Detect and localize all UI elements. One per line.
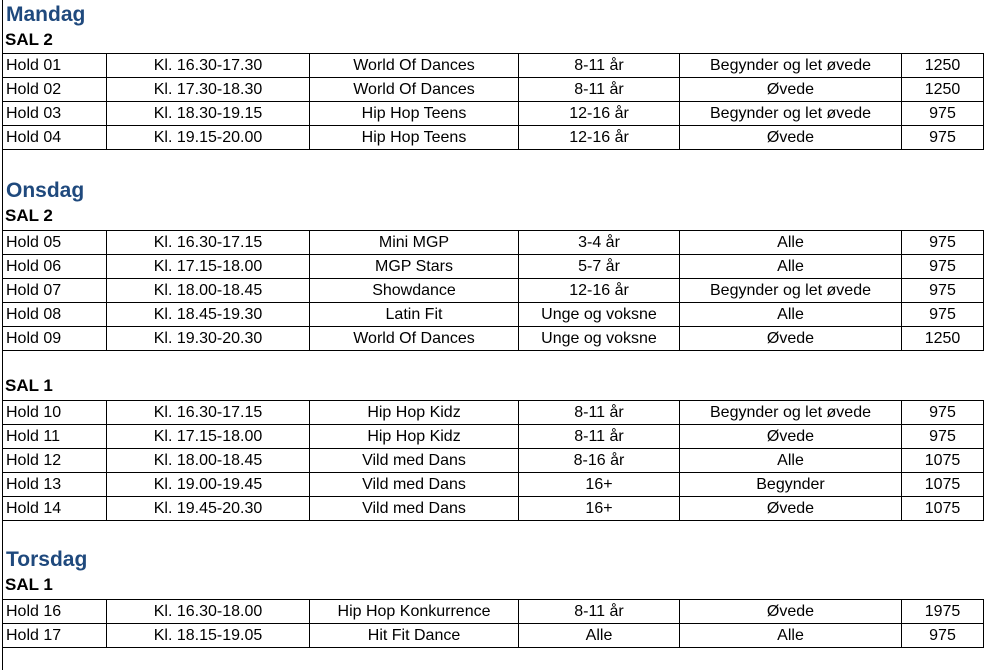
hold-cell: Hold 13 bbox=[3, 473, 107, 497]
level-cell: Øvede bbox=[680, 126, 902, 150]
day-heading: Onsdag bbox=[6, 179, 85, 202]
price-cell: 975 bbox=[902, 425, 984, 449]
table-row bbox=[3, 279, 984, 303]
dance-cell: Mini MGP bbox=[310, 231, 519, 255]
time-cell: Kl. 17.30-18.30 bbox=[107, 78, 310, 102]
time-cell: Kl. 16.30-18.00 bbox=[107, 600, 310, 624]
level-cell: Alle bbox=[680, 449, 902, 473]
dance-cell: Hit Fit Dance bbox=[310, 624, 519, 648]
schedule-table bbox=[2, 230, 984, 351]
age-cell: Unge og voksne bbox=[519, 303, 680, 327]
room-heading: SAL 1 bbox=[5, 575, 53, 594]
level-cell: Begynder bbox=[680, 473, 902, 497]
age-cell: 16+ bbox=[519, 473, 680, 497]
age-cell: 12-16 år bbox=[519, 126, 680, 150]
level-cell: Alle bbox=[680, 231, 902, 255]
price-cell: 1075 bbox=[902, 473, 984, 497]
dance-cell: World Of Dances bbox=[310, 78, 519, 102]
price-cell: 975 bbox=[902, 126, 984, 150]
price-cell: 1250 bbox=[902, 327, 984, 351]
dance-cell: Showdance bbox=[310, 279, 519, 303]
age-cell: 16+ bbox=[519, 497, 680, 521]
time-cell: Kl. 19.15-20.00 bbox=[107, 126, 310, 150]
hold-cell: Hold 07 bbox=[3, 279, 107, 303]
hold-cell: Hold 06 bbox=[3, 255, 107, 279]
dance-cell: Hip Hop Teens bbox=[310, 126, 519, 150]
table-row bbox=[3, 255, 984, 279]
hold-cell: Hold 11 bbox=[3, 425, 107, 449]
level-cell: Øvede bbox=[680, 497, 902, 521]
table-row bbox=[3, 126, 984, 150]
level-cell: Øvede bbox=[680, 78, 902, 102]
table-row bbox=[3, 449, 984, 473]
level-cell: Øvede bbox=[680, 327, 902, 351]
table-row bbox=[3, 425, 984, 449]
level-cell: Begynder og let øvede bbox=[680, 279, 902, 303]
hold-cell: Hold 10 bbox=[3, 401, 107, 425]
age-cell: 8-11 år bbox=[519, 600, 680, 624]
price-cell: 975 bbox=[902, 102, 984, 126]
level-cell: Begynder og let øvede bbox=[680, 54, 902, 78]
level-cell: Alle bbox=[680, 255, 902, 279]
age-cell: 8-11 år bbox=[519, 401, 680, 425]
room-heading: SAL 2 bbox=[5, 206, 53, 225]
age-cell: 8-11 år bbox=[519, 78, 680, 102]
table-row bbox=[3, 78, 984, 102]
day-heading: Mandag bbox=[6, 3, 86, 26]
age-cell: 5-7 år bbox=[519, 255, 680, 279]
time-cell: Kl. 19.30-20.30 bbox=[107, 327, 310, 351]
room-heading: SAL 2 bbox=[5, 30, 53, 49]
price-cell: 975 bbox=[902, 624, 984, 648]
price-cell: 975 bbox=[902, 255, 984, 279]
age-cell: 8-11 år bbox=[519, 54, 680, 78]
time-cell: Kl. 17.15-18.00 bbox=[107, 255, 310, 279]
hold-cell: Hold 01 bbox=[3, 54, 107, 78]
hold-cell: Hold 09 bbox=[3, 327, 107, 351]
dance-cell: Vild med Dans bbox=[310, 449, 519, 473]
table-row bbox=[3, 497, 984, 521]
hold-cell: Hold 05 bbox=[3, 231, 107, 255]
time-cell: Kl. 18.45-19.30 bbox=[107, 303, 310, 327]
time-cell: Kl. 18.00-18.45 bbox=[107, 279, 310, 303]
age-cell: 8-16 år bbox=[519, 449, 680, 473]
level-cell: Øvede bbox=[680, 425, 902, 449]
schedule-table bbox=[2, 53, 984, 150]
dance-cell: Hip Hop Kidz bbox=[310, 401, 519, 425]
dance-cell: Hip Hop Kidz bbox=[310, 425, 519, 449]
time-cell: Kl. 16.30-17.15 bbox=[107, 231, 310, 255]
time-cell: Kl. 18.00-18.45 bbox=[107, 449, 310, 473]
time-cell: Kl. 17.15-18.00 bbox=[107, 425, 310, 449]
price-cell: 1075 bbox=[902, 449, 984, 473]
table-row bbox=[3, 327, 984, 351]
level-cell: Alle bbox=[680, 624, 902, 648]
hold-cell: Hold 14 bbox=[3, 497, 107, 521]
dance-cell: MGP Stars bbox=[310, 255, 519, 279]
age-cell: 12-16 år bbox=[519, 102, 680, 126]
dance-cell: Vild med Dans bbox=[310, 497, 519, 521]
age-cell: 12-16 år bbox=[519, 279, 680, 303]
hold-cell: Hold 03 bbox=[3, 102, 107, 126]
age-cell: Alle bbox=[519, 624, 680, 648]
schedule-table bbox=[2, 599, 984, 648]
room-heading: SAL 1 bbox=[5, 376, 53, 395]
hold-cell: Hold 16 bbox=[3, 600, 107, 624]
price-cell: 975 bbox=[902, 279, 984, 303]
age-cell: 8-11 år bbox=[519, 425, 680, 449]
table-row bbox=[3, 231, 984, 255]
hold-cell: Hold 12 bbox=[3, 449, 107, 473]
level-cell: Alle bbox=[680, 303, 902, 327]
age-cell: Unge og voksne bbox=[519, 327, 680, 351]
price-cell: 1075 bbox=[902, 497, 984, 521]
dance-cell: World Of Dances bbox=[310, 327, 519, 351]
time-cell: Kl. 16.30-17.30 bbox=[107, 54, 310, 78]
level-cell: Begynder og let øvede bbox=[680, 102, 902, 126]
day-heading: Torsdag bbox=[6, 548, 88, 571]
time-cell: Kl. 18.30-19.15 bbox=[107, 102, 310, 126]
price-cell: 975 bbox=[902, 231, 984, 255]
hold-cell: Hold 04 bbox=[3, 126, 107, 150]
level-cell: Øvede bbox=[680, 600, 902, 624]
price-cell: 975 bbox=[902, 303, 984, 327]
hold-cell: Hold 08 bbox=[3, 303, 107, 327]
table-row bbox=[3, 401, 984, 425]
time-cell: Kl. 16.30-17.15 bbox=[107, 401, 310, 425]
table-row bbox=[3, 54, 984, 78]
price-cell: 1250 bbox=[902, 54, 984, 78]
age-cell: 3-4 år bbox=[519, 231, 680, 255]
time-cell: Kl. 19.00-19.45 bbox=[107, 473, 310, 497]
schedule-table bbox=[2, 400, 984, 521]
price-cell: 975 bbox=[902, 401, 984, 425]
time-cell: Kl. 19.45-20.30 bbox=[107, 497, 310, 521]
table-row bbox=[3, 303, 984, 327]
dance-cell: Hip Hop Teens bbox=[310, 102, 519, 126]
dance-cell: Vild med Dans bbox=[310, 473, 519, 497]
table-row bbox=[3, 102, 984, 126]
table-row bbox=[3, 624, 984, 648]
dance-cell: World Of Dances bbox=[310, 54, 519, 78]
dance-cell: Hip Hop Konkurrence bbox=[310, 600, 519, 624]
price-cell: 1975 bbox=[902, 600, 984, 624]
time-cell: Kl. 18.15-19.05 bbox=[107, 624, 310, 648]
price-cell: 1250 bbox=[902, 78, 984, 102]
dance-cell: Latin Fit bbox=[310, 303, 519, 327]
hold-cell: Hold 02 bbox=[3, 78, 107, 102]
hold-cell: Hold 17 bbox=[3, 624, 107, 648]
table-row bbox=[3, 473, 984, 497]
table-row bbox=[3, 600, 984, 624]
level-cell: Begynder og let øvede bbox=[680, 401, 902, 425]
